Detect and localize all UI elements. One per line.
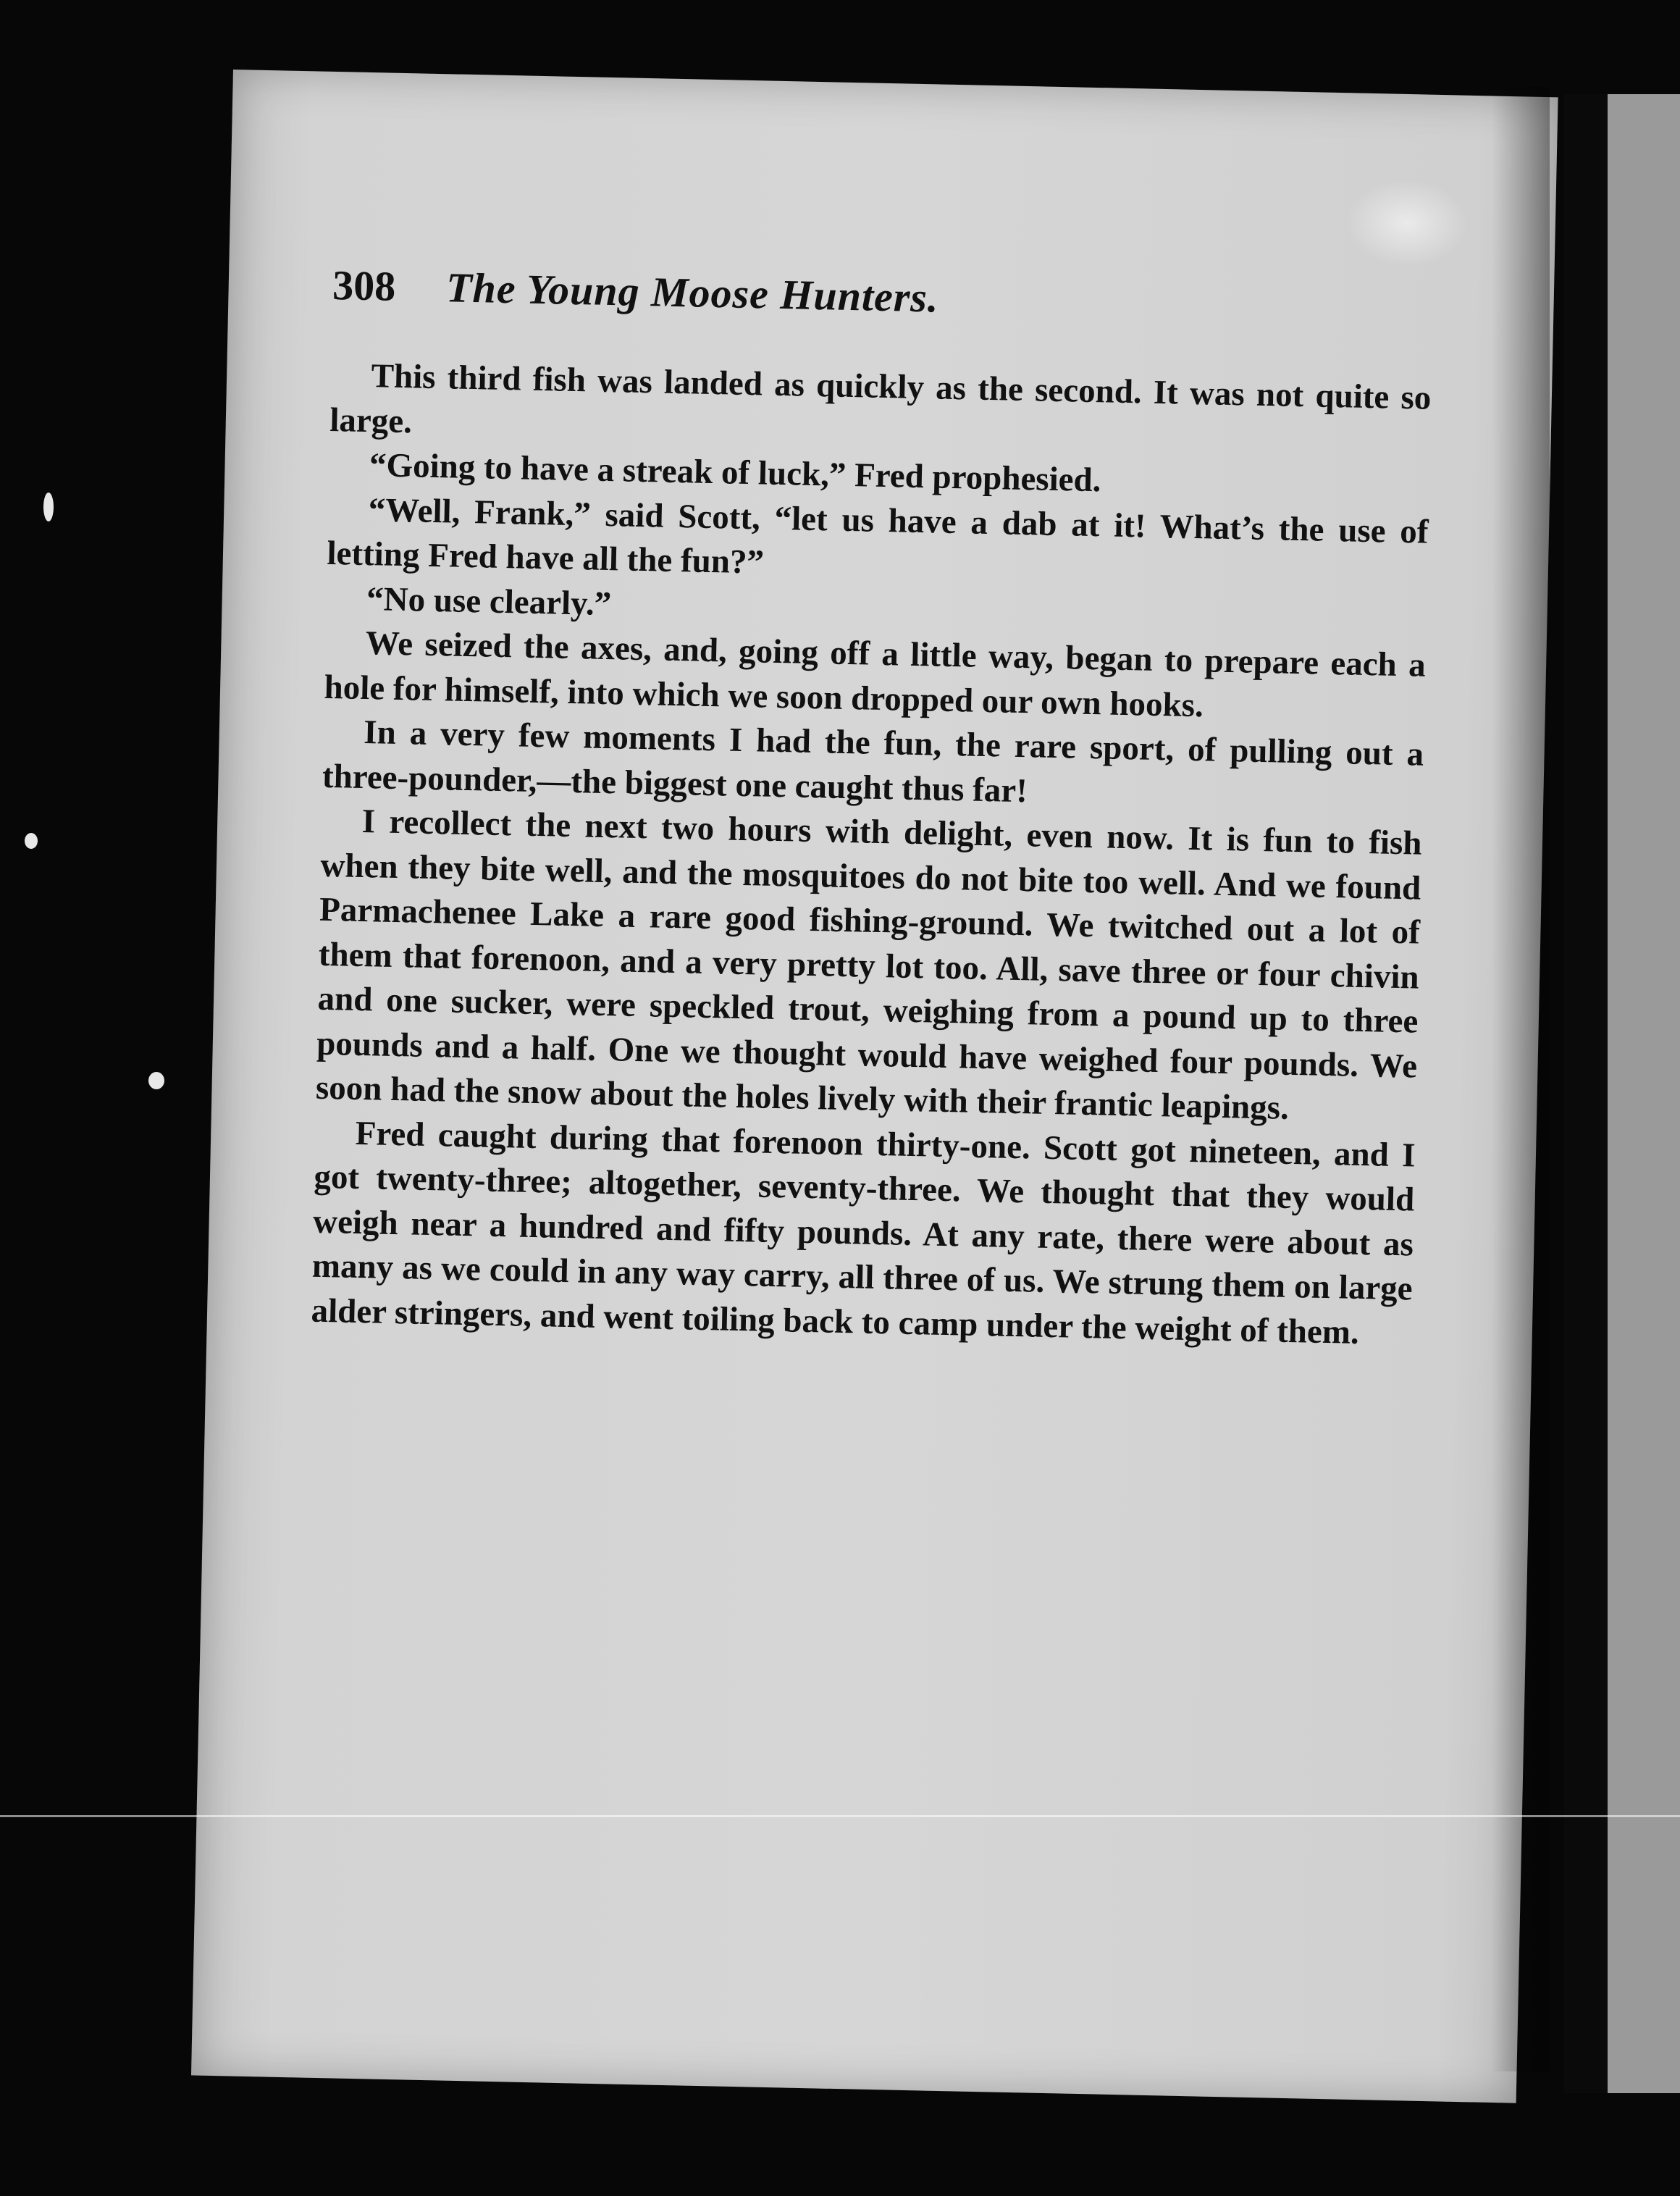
paragraph-1: This third fish was landed as quickly as the second. It was not quite so large.: [329, 357, 1432, 440]
paragraph-6: In a very few moments I had the fun, the rare sport, of pulling out a three-pounder,—the biggest one caught thus far!: [322, 713, 1424, 810]
scan-artifact-line: [0, 1815, 1680, 1817]
page-content: [298, 261, 1434, 1949]
paragraph-5: We seized the axes, and, going off a little way, began to prepare each a hole for himself, into which we soon dropped our own hooks.: [324, 624, 1427, 724]
paragraph-7: I recollect the next two hours with delight, even now. It is fun to fish when they bite well, and the mosquitoes do not bite too well. And we found Parmachenee Lake a rare good fishing-ground. We twitched out a lot of them that forenoon, and a very pretty lot too. All, save three or four chivin and one sucker, were speckled trout, weighing from a pound up to three pounds and a half. One we thought would have weighed four pounds. We soon had the snow about the holes lively with their frantic leapings.: [315, 802, 1423, 1127]
scan-speck: [43, 493, 54, 521]
paragraph-8: Fred caught during that forenoon thirty-one. Scott got nineteen, and I got twenty-three; altogether, seventy-three. We thought that they would weigh near a hundred and fifty pounds. At any rate, there were about as many as we could in any way carry, all three of us. We strung them on large alder stringers, and went toiling back to camp under the weight of them.: [311, 1114, 1416, 1351]
paragraph-4: “No use clearly.”: [366, 579, 612, 623]
scan-speck: [148, 1072, 164, 1089]
book-gutter: [1564, 94, 1608, 2093]
running-head: The Young Moose Hunters.: [445, 264, 940, 322]
facing-page-edge: [1608, 94, 1680, 2093]
paragraph-2: “Going to have a streak of luck,” Fred prophesied.: [369, 446, 1102, 500]
scan-speck: [25, 833, 38, 849]
paragraph-3: “Well, Frank,” said Scott, “let us have a dab at it! What’s the use of letting Fred have all the fun?”: [326, 490, 1429, 582]
paper-stain: [1345, 178, 1469, 268]
page-number: 308: [332, 261, 396, 310]
page-fold-shadow: [1492, 87, 1550, 2071]
